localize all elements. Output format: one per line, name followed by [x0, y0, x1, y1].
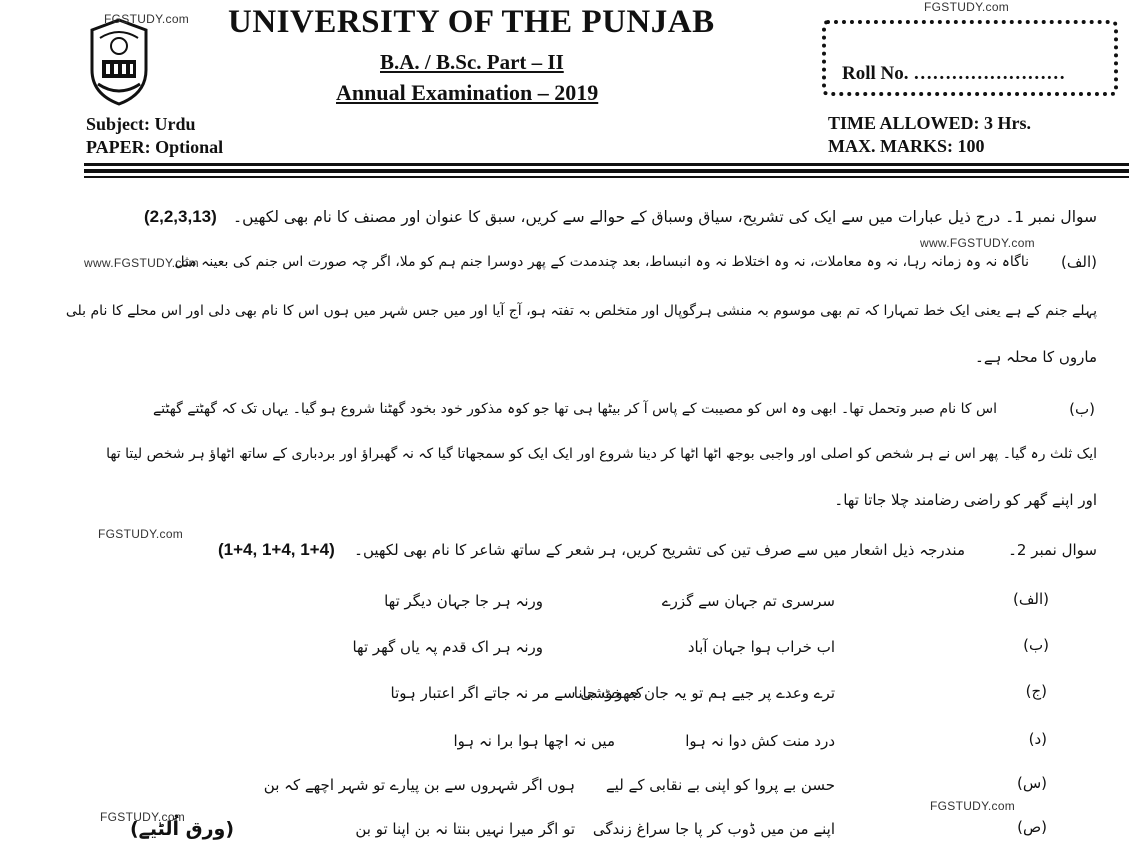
q1-bay-line-1: اس کا نام صبر وتحمل تھا۔ ابھی وہ اس کو مصیبت کے پاس آ کر بیٹھا ہی تھا جو کوہ مذکور خود بخود گھٹنا شروع ہو گیا۔ یہاں تک کہ گھٹتے گھٹتے	[153, 401, 997, 417]
q1-alif-line-2: پہلے جنم کے ہے یعنی ایک خط تمہارا کہ تم بھی موسوم بہ منشی ہرگوپال اور متخلص بہ تفتہ ہو، آج آیا اور میں جس شہر میں ہوں اس کا نام بھی دلی اور اس محلے کا نام بلی	[65, 303, 1097, 319]
q1-alif-line-3: ماروں کا محلہ ہے۔	[975, 348, 1097, 366]
q1-bay-line-3: اور اپنے گھر کو راضی رضامند چلا جاتا تھا۔	[834, 491, 1097, 509]
verse-second-line: میں نہ اچھا ہوا برا نہ ہوا	[453, 732, 615, 750]
university-logo	[88, 18, 150, 106]
university-title: UNIVERSITY OF THE PUNJAB	[228, 4, 715, 40]
watermark-bottom-right: FGSTUDY.com	[930, 799, 1016, 813]
verse-label: (د)	[1028, 730, 1047, 748]
q2-marks: (1+4, 1+4, 1+4)	[218, 540, 335, 559]
turn-over-note: (ورق اُلٹیے)	[130, 818, 235, 840]
verse-first-line: اب خراب ہوا جہان آباد	[687, 638, 835, 656]
max-marks: MAX. MARKS: 100	[828, 136, 985, 156]
q1-bay-line-2: ایک ثلث رہ گیا۔ پھر اس نے ہر شخص کو اصلی اور واجبی بوجھ اٹھا اٹھا کر دینا شروع اور ایک ایک کو سمجھاتا گیا کہ نہ گھبراؤ اور بردباری کے ساتھ اٹھاؤ ہر شخص لیتا تھا	[106, 446, 1097, 462]
roll-no-label: Roll No. ……………………	[842, 63, 1066, 84]
verse-label: (الف)	[1013, 590, 1049, 608]
watermark-top-right: FGSTUDY.com	[924, 0, 1010, 14]
watermark-bottom-left: FGSTUDY.com	[100, 810, 186, 824]
verse-label: (ب)	[1023, 636, 1049, 654]
header-rule-3	[84, 176, 1129, 178]
q1-bay-label: (ب)	[1069, 400, 1095, 418]
paper-label: PAPER: Optional	[86, 137, 224, 157]
verse-label: (ج)	[1025, 682, 1047, 700]
verse-second-line: تو اگر میرا نہیں بنتا نہ بن اپنا تو بن	[355, 820, 575, 838]
exam-title: Annual Examination – 2019	[336, 80, 599, 105]
watermark-mid-left: www.FGSTUDY.com	[84, 256, 199, 270]
program-title: B.A. / B.Sc. Part – II	[380, 50, 564, 74]
verse-label: (ص)	[1017, 818, 1047, 836]
q1-alif-line-1: ناگاہ نہ وہ زمانہ رہا، نہ وہ معاملات، نہ وہ اختلاط نہ وہ انبساط، بعد چندمدت کے پھر دوسرا جنم ہم کو ملا، اگر چہ صورت اس جنم کی بعینہ مثل	[174, 254, 1029, 270]
verse-first-line: درد منت کش دوا نہ ہوا	[685, 732, 835, 750]
verse-first-line: اپنے من میں ڈوب کر پا جا سراغ زندگی	[592, 820, 835, 838]
header-rule-2	[84, 169, 1129, 173]
verse-first-line: حسن بے پروا کو اپنی بے نقابی کے لیے	[605, 776, 835, 794]
watermark-q2-left: FGSTUDY.com	[98, 527, 184, 541]
verse-first-line: ترے وعدے پر جیے ہم تو یہ جان جھوٹ جانا	[573, 684, 835, 702]
verse-second-line: ورنہ ہر جا جہان دیگر تھا	[384, 592, 543, 610]
watermark-mid-right: www.FGSTUDY.com	[920, 236, 1035, 250]
verse-second-line: ورنہ ہر اک قدم پہ یاں گھر تھا	[352, 638, 543, 656]
q1-marks: (2,2,3,13)	[144, 207, 217, 226]
q1-alif-label: (الف)	[1061, 253, 1097, 271]
verse-second-line: ہوں اگر شہروں سے بن پیارے تو شہر اچھے کہ بن	[263, 776, 575, 794]
q2-label: سوال نمبر 2۔	[1008, 541, 1097, 559]
subject-label: Subject: Urdu	[86, 114, 196, 134]
verse-second-line: کہ خوشی سے مر نہ جاتے اگر اعتبار ہوتا	[390, 684, 643, 702]
verse-label: (س)	[1016, 774, 1047, 792]
verse-first-line: سرسری تم جہان سے گزرے	[661, 592, 835, 610]
header-rule-1	[84, 163, 1129, 166]
q1-heading: سوال نمبر 1۔ درج ذیل عبارات میں سے ایک کی تشریح، سیاق وسباق کے حوالے سے کریں، سبق کا عنوان اور مصنف کا نام بھی لکھیں۔	[233, 208, 1097, 226]
q2-heading: مندرجہ ذیل اشعار میں سے صرف تین کی تشریح کریں، ہر شعر کے ساتھ شاعر کا نام بھی لکھیں۔	[354, 541, 965, 559]
time-allowed: TIME ALLOWED: 3 Hrs.	[828, 113, 1032, 133]
watermark-top-left: FGSTUDY.com	[104, 12, 190, 26]
